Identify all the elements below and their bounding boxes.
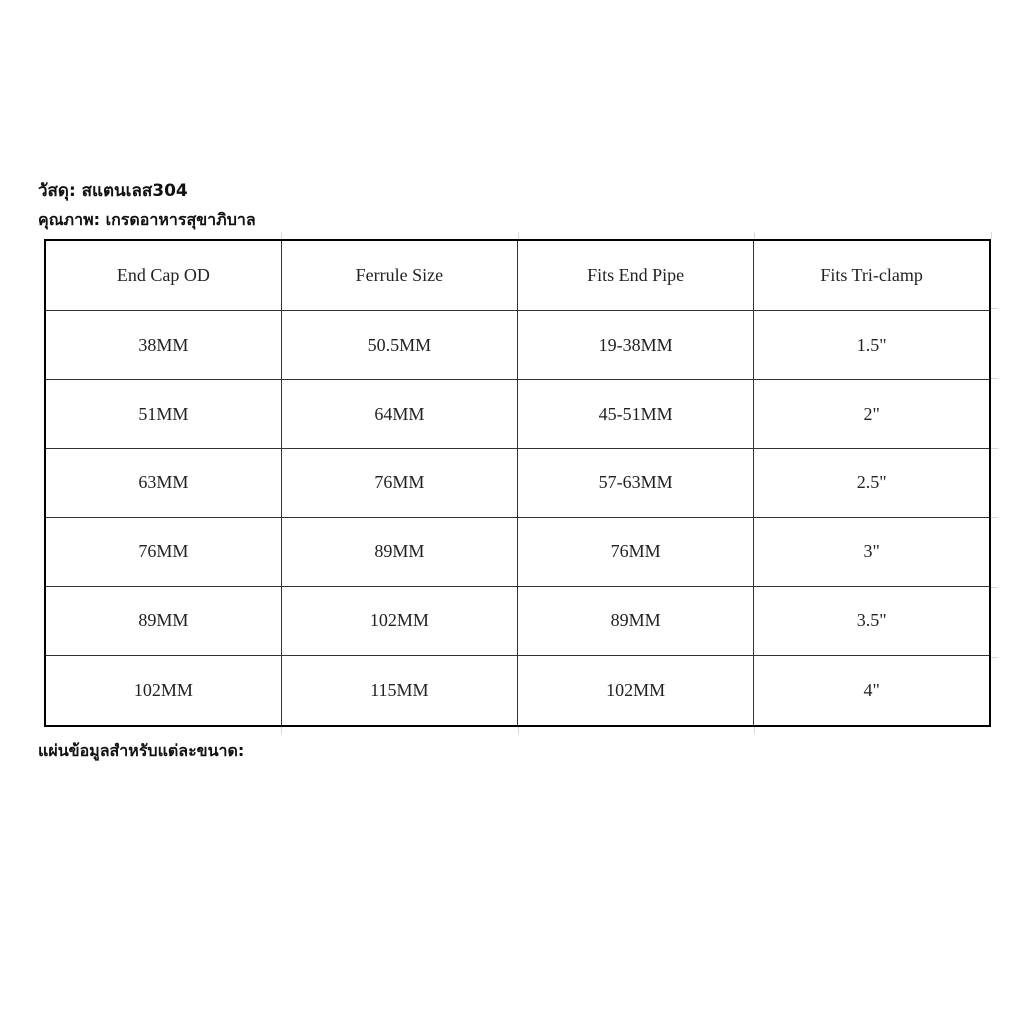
cell-ferrule-size: 89MM [281, 517, 517, 586]
datasheet-footer: แผ่นข้อมูลสำหรับแต่ละขนาด: [38, 741, 245, 760]
grid-mark [991, 657, 998, 658]
cell-fits-tri-clamp: 2" [754, 380, 990, 449]
cell-fits-tri-clamp: 4" [754, 655, 990, 726]
cell-fits-tri-clamp: 3" [754, 517, 990, 586]
cell-ferrule-size: 76MM [281, 448, 517, 517]
cell-ferrule-size: 50.5MM [281, 311, 517, 380]
cell-fits-tri-clamp: 1.5" [754, 311, 990, 380]
grid-mark [518, 232, 519, 239]
grid-mark [518, 727, 519, 734]
grid-mark [991, 448, 998, 449]
table-row [45, 655, 990, 726]
cell-end-cap-od: 89MM [45, 586, 281, 655]
cell-ferrule-size: 115MM [281, 655, 517, 726]
cell-end-cap-od: 51MM [45, 380, 281, 449]
size-spec-table [44, 239, 991, 727]
quality-heading: คุณภาพ: เกรดอาหารสุขาภิบาล [38, 210, 256, 229]
grid-mark [754, 232, 755, 239]
grid-mark [991, 378, 998, 379]
cell-end-cap-od: 63MM [45, 448, 281, 517]
table-row [45, 380, 990, 449]
grid-mark [991, 232, 992, 239]
table-row [45, 586, 990, 655]
cell-fits-tri-clamp: 2.5" [754, 448, 990, 517]
cell-end-cap-od: 38MM [45, 311, 281, 380]
cell-end-cap-od: 76MM [45, 517, 281, 586]
table-row [45, 448, 990, 517]
header-fits-end-pipe: Fits End Pipe [518, 240, 754, 311]
cell-end-cap-od: 102MM [45, 655, 281, 726]
material-heading: วัสดุ: สแตนเลส304 [38, 181, 188, 201]
grid-mark [281, 727, 282, 734]
cell-ferrule-size: 64MM [281, 380, 517, 449]
header-end-cap-od: End Cap OD [45, 240, 281, 311]
table-header-row [45, 240, 990, 311]
cell-ferrule-size: 102MM [281, 586, 517, 655]
cell-fits-end-pipe: 57-63MM [518, 448, 754, 517]
cell-fits-end-pipe: 102MM [518, 655, 754, 726]
grid-mark [991, 517, 998, 518]
table-row [45, 311, 990, 380]
cell-fits-tri-clamp: 3.5" [754, 586, 990, 655]
cell-fits-end-pipe: 45-51MM [518, 380, 754, 449]
cell-fits-end-pipe: 76MM [518, 517, 754, 586]
grid-mark [991, 587, 998, 588]
grid-mark [754, 727, 755, 734]
cell-fits-end-pipe: 89MM [518, 586, 754, 655]
header-ferrule-size: Ferrule Size [281, 240, 517, 311]
grid-mark [281, 232, 282, 239]
header-fits-tri-clamp: Fits Tri-clamp [754, 240, 990, 311]
table-row [45, 517, 990, 586]
grid-mark [991, 308, 998, 309]
cell-fits-end-pipe: 19-38MM [518, 311, 754, 380]
